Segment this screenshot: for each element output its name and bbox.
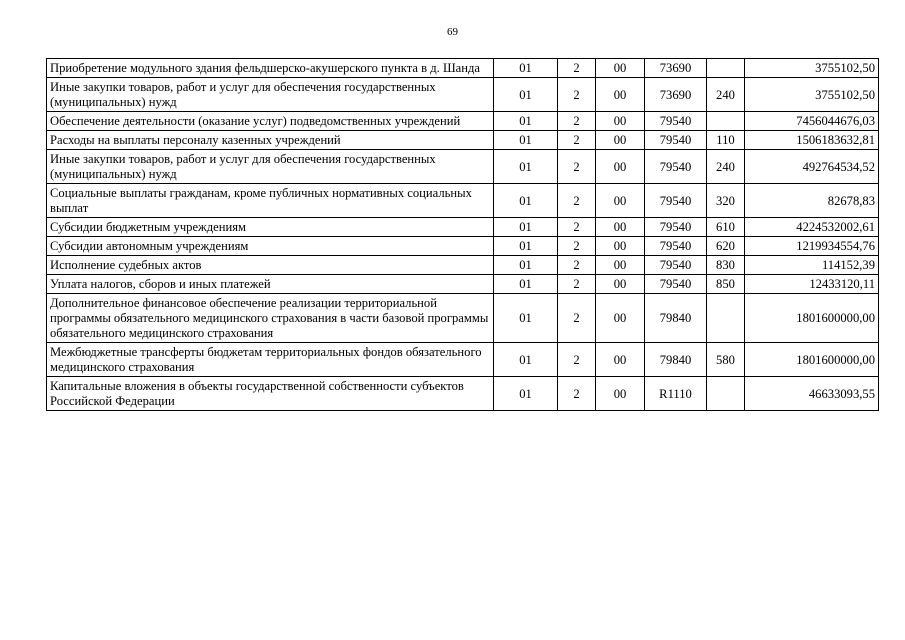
subprogram-code-cell: 00: [596, 131, 645, 150]
program-code-cell: 2: [558, 150, 596, 184]
amount-cell: 1801600000,00: [745, 294, 879, 343]
row-name-cell: Межбюджетные трансферты бюджетам территориальных фондов обязательного медицинского страхования: [47, 343, 494, 377]
row-name-cell: Уплата налогов, сборов и иных платежей: [47, 275, 494, 294]
program-code-cell: 2: [558, 112, 596, 131]
expense-type-cell: 240: [707, 78, 745, 112]
amount-cell: 3755102,50: [745, 59, 879, 78]
section-code-cell: 01: [494, 112, 558, 131]
table-row: [47, 256, 879, 275]
row-name-cell: Дополнительное финансовое обеспечение реализации территориальной программы обязательного медицинского страхования в части базовой программы обязательного медицинского страхования: [47, 294, 494, 343]
section-code-cell: 01: [494, 237, 558, 256]
expense-type-cell: 850: [707, 275, 745, 294]
section-code-cell: 01: [494, 343, 558, 377]
amount-cell: 1506183632,81: [745, 131, 879, 150]
table-row: [47, 59, 879, 78]
direction-code-cell: 79540: [645, 275, 707, 294]
row-name-cell: Субсидии автономным учреждениям: [47, 237, 494, 256]
section-code-cell: 01: [494, 218, 558, 237]
table-row: [47, 275, 879, 294]
expense-type-cell: 830: [707, 256, 745, 275]
row-name-cell: Социальные выплаты гражданам, кроме публичных нормативных социальных выплат: [47, 184, 494, 218]
direction-code-cell: 79540: [645, 112, 707, 131]
direction-code-cell: R1110: [645, 377, 707, 411]
section-code-cell: 01: [494, 294, 558, 343]
budget-table: [46, 58, 879, 411]
program-code-cell: 2: [558, 377, 596, 411]
program-code-cell: 2: [558, 256, 596, 275]
subprogram-code-cell: 00: [596, 112, 645, 131]
table-row: [47, 184, 879, 218]
expense-type-cell: 320: [707, 184, 745, 218]
row-name-cell: Капитальные вложения в объекты государственной собственности субъектов Российской Федерации: [47, 377, 494, 411]
row-name-cell: Иные закупки товаров, работ и услуг для обеспечения государственных (муниципальных) нужд: [47, 78, 494, 112]
amount-cell: 46633093,55: [745, 377, 879, 411]
budget-table-body: [47, 59, 879, 411]
subprogram-code-cell: 00: [596, 377, 645, 411]
amount-cell: 492764534,52: [745, 150, 879, 184]
expense-type-cell: [707, 112, 745, 131]
section-code-cell: 01: [494, 150, 558, 184]
expense-type-cell: [707, 59, 745, 78]
direction-code-cell: 79540: [645, 131, 707, 150]
direction-code-cell: 73690: [645, 59, 707, 78]
section-code-cell: 01: [494, 184, 558, 218]
table-row: [47, 112, 879, 131]
amount-cell: 12433120,11: [745, 275, 879, 294]
subprogram-code-cell: 00: [596, 218, 645, 237]
subprogram-code-cell: 00: [596, 256, 645, 275]
program-code-cell: 2: [558, 184, 596, 218]
amount-cell: 82678,83: [745, 184, 879, 218]
amount-cell: 1801600000,00: [745, 343, 879, 377]
subprogram-code-cell: 00: [596, 275, 645, 294]
table-row: [47, 377, 879, 411]
table-row: [47, 343, 879, 377]
expense-type-cell: 610: [707, 218, 745, 237]
subprogram-code-cell: 00: [596, 294, 645, 343]
amount-cell: 3755102,50: [745, 78, 879, 112]
program-code-cell: 2: [558, 294, 596, 343]
row-name-cell: Обеспечение деятельности (оказание услуг) подведомственных учреждений: [47, 112, 494, 131]
table-row: [47, 218, 879, 237]
table-row: [47, 237, 879, 256]
direction-code-cell: 79540: [645, 256, 707, 275]
row-name-cell: Расходы на выплаты персоналу казенных учреждений: [47, 131, 494, 150]
direction-code-cell: 79540: [645, 218, 707, 237]
direction-code-cell: 79840: [645, 343, 707, 377]
subprogram-code-cell: 00: [596, 59, 645, 78]
row-name-cell: Исполнение судебных актов: [47, 256, 494, 275]
amount-cell: 7456044676,03: [745, 112, 879, 131]
row-name-cell: Приобретение модульного здания фельдшерско-акушерского пункта в д. Шанда: [47, 59, 494, 78]
expense-type-cell: 240: [707, 150, 745, 184]
section-code-cell: 01: [494, 256, 558, 275]
subprogram-code-cell: 00: [596, 237, 645, 256]
program-code-cell: 2: [558, 237, 596, 256]
table-row: [47, 131, 879, 150]
direction-code-cell: 79540: [645, 184, 707, 218]
subprogram-code-cell: 00: [596, 78, 645, 112]
expense-type-cell: 110: [707, 131, 745, 150]
amount-cell: 1219934554,76: [745, 237, 879, 256]
row-name-cell: Иные закупки товаров, работ и услуг для обеспечения государственных (муниципальных) нужд: [47, 150, 494, 184]
subprogram-code-cell: 00: [596, 150, 645, 184]
program-code-cell: 2: [558, 343, 596, 377]
amount-cell: 4224532002,61: [745, 218, 879, 237]
page-number: 69: [447, 26, 458, 38]
direction-code-cell: 73690: [645, 78, 707, 112]
direction-code-cell: 79840: [645, 294, 707, 343]
expense-type-cell: [707, 377, 745, 411]
program-code-cell: 2: [558, 59, 596, 78]
table-row: [47, 150, 879, 184]
direction-code-cell: 79540: [645, 150, 707, 184]
subprogram-code-cell: 00: [596, 343, 645, 377]
expense-type-cell: 580: [707, 343, 745, 377]
section-code-cell: 01: [494, 131, 558, 150]
direction-code-cell: 79540: [645, 237, 707, 256]
program-code-cell: 2: [558, 131, 596, 150]
table-row: [47, 294, 879, 343]
amount-cell: 114152,39: [745, 256, 879, 275]
section-code-cell: 01: [494, 78, 558, 112]
expense-type-cell: 620: [707, 237, 745, 256]
program-code-cell: 2: [558, 78, 596, 112]
section-code-cell: 01: [494, 377, 558, 411]
row-name-cell: Субсидии бюджетным учреждениям: [47, 218, 494, 237]
program-code-cell: 2: [558, 218, 596, 237]
section-code-cell: 01: [494, 275, 558, 294]
expense-type-cell: [707, 294, 745, 343]
table-row: [47, 78, 879, 112]
subprogram-code-cell: 00: [596, 184, 645, 218]
section-code-cell: 01: [494, 59, 558, 78]
program-code-cell: 2: [558, 275, 596, 294]
